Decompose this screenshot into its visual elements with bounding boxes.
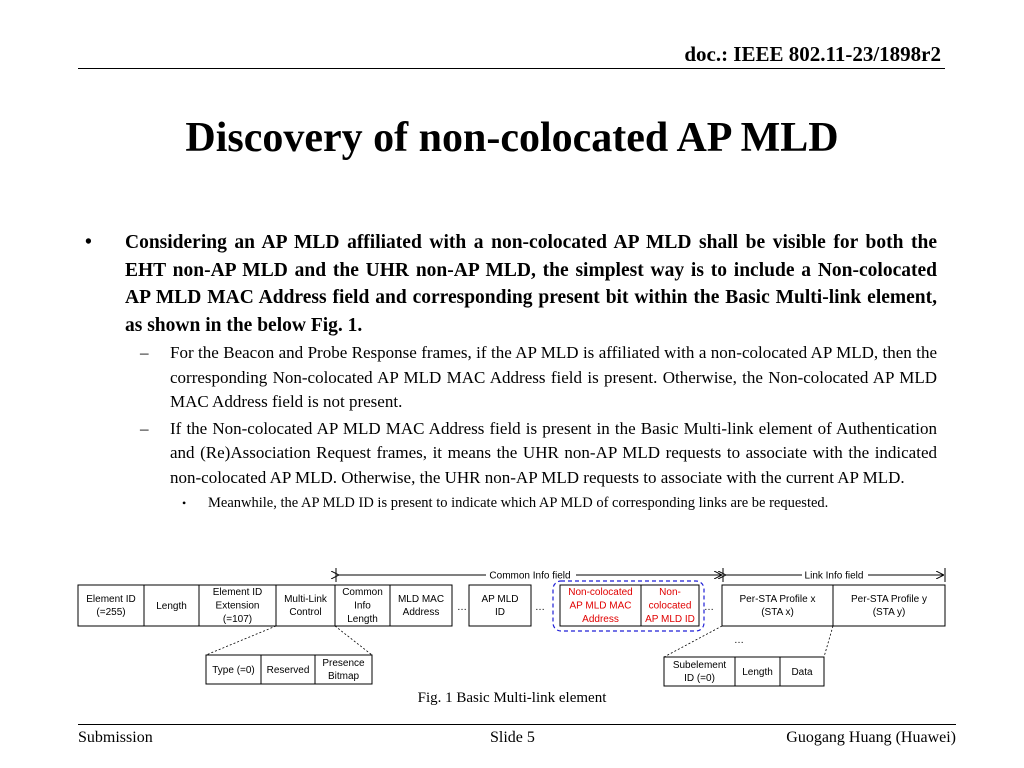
per-sta-x-text: Per-STA Profile x xyxy=(739,594,816,605)
sub-bullet-text: If the Non-colocated AP MLD MAC Address field is present in the Basic Multi-link element of Authentication and (Re)Association Request frames, it means the UHR non-AP MLD requests to associate with the indicated non-colocated AP MLD. Otherwise, the UHR non-AP MLD requests to associate with the current AP MLD. xyxy=(170,418,937,487)
sub-bullet-association xyxy=(85,417,937,491)
sub-sub-bullet-text: Meanwhile, the AP MLD ID is present to indicate which AP MLD of corresponding links are be requested. xyxy=(208,495,829,511)
noncolocated-mac-text: Non-colocated xyxy=(568,587,633,598)
main-bullet-text: Considering an AP MLD affiliated with a non-colocated AP MLD shall be visible for both the EHT non-AP MLD and the UHR non-AP MLD, the simplest way is to include a Non-colocated AP MLD MAC Address field and corresponding present bit within the Basic Multi-link element, as shown in the below Fig. 1. xyxy=(125,232,937,336)
multi-link-control-box xyxy=(276,585,335,626)
subelement-id-text: Subelement xyxy=(672,660,727,671)
ellipsis: … xyxy=(457,602,467,613)
mld-mac-address-box xyxy=(390,585,452,626)
presence-bitmap-text: Bitmap xyxy=(327,671,360,682)
per-sta-x-box xyxy=(722,585,833,626)
noncolocated-id-text: colocated xyxy=(648,600,692,612)
element-id-text: (=255) xyxy=(96,607,126,618)
slide-body xyxy=(85,229,937,514)
per-sta-y-box xyxy=(833,585,945,626)
noncolocated-id-text: Non- xyxy=(659,587,681,598)
ap-mld-id-text: AP MLD xyxy=(481,594,519,605)
element-id-ext-text: Extension xyxy=(215,600,260,612)
per-sta-x-text: (STA x) xyxy=(761,607,794,618)
ellipsis: … xyxy=(704,602,714,613)
mld-mac-address-text: MLD MAC xyxy=(397,594,445,605)
presence-bitmap-text: Presence xyxy=(322,658,365,669)
footer-submission: Submission xyxy=(78,729,153,746)
mld-mac-address-text: Address xyxy=(402,607,440,618)
sub-sub-bullet-apmld-id xyxy=(85,493,937,514)
dash-marker: – xyxy=(140,418,149,438)
subelement-data-text: Data xyxy=(791,667,813,678)
element-id-box xyxy=(78,585,144,626)
ellipsis: … xyxy=(535,602,545,613)
element-id-ext-text: Element ID xyxy=(212,587,263,598)
multi-link-element-diagram xyxy=(0,560,1024,695)
sub-bullet-text: For the Beacon and Probe Response frames, if the AP MLD is affiliated with a non-colocated AP MLD, then the corresponding Non-colocated AP MLD MAC Address field is present. Otherwise, the Non-colocated AP MLD MAC Address field is not present. xyxy=(170,343,937,411)
dash-marker: – xyxy=(140,343,149,362)
noncolocated-mac-text: AP MLD MAC xyxy=(569,600,632,612)
sub-bullet-beacon xyxy=(85,341,937,415)
common-info-length-text: Length xyxy=(347,614,378,625)
slide-title: Discovery of non-colocated AP MLD xyxy=(185,115,839,161)
link-info-field-label: Link Info field xyxy=(804,570,864,582)
per-sta-y-text: (STA y) xyxy=(872,607,906,618)
common-info-length-text: Common xyxy=(342,587,383,598)
bullet-marker: • xyxy=(85,232,92,253)
slide-header xyxy=(78,38,945,69)
main-bullet xyxy=(85,229,937,339)
bullet-marker: • xyxy=(182,496,187,510)
common-info-length-text: Info xyxy=(354,600,371,612)
ap-mld-id-text: ID xyxy=(495,607,505,618)
noncolocated-id-text: AP MLD ID xyxy=(645,614,695,625)
type-text: Type (=0) xyxy=(212,665,255,676)
length-text: Length xyxy=(156,601,187,612)
per-sta-y-text: Per-STA Profile y xyxy=(851,594,927,605)
subelement-id-text: ID (=0) xyxy=(684,673,715,684)
reserved-text: Reserved xyxy=(266,665,310,676)
slide-footer xyxy=(78,724,956,746)
field-boxes xyxy=(78,585,945,626)
element-id-ext-text: (=107) xyxy=(222,614,253,625)
footer-author: Guogang Huang (Huawei) xyxy=(786,729,956,746)
footer-slide-number: Slide 5 xyxy=(490,729,535,746)
multi-link-control-text: Control xyxy=(289,607,322,618)
figure-caption: Fig. 1 Basic Multi-link element xyxy=(417,690,607,706)
multi-link-control-text: Multi-Link xyxy=(284,594,327,605)
subelement-length-text: Length xyxy=(742,667,773,678)
document-id: doc.: IEEE 802.11-23/1898r2 xyxy=(684,42,941,66)
noncolocated-mac-text: Address xyxy=(582,614,619,625)
ellipsis: … xyxy=(734,635,744,646)
ap-mld-id-box xyxy=(469,585,531,626)
common-info-field-span xyxy=(336,568,723,582)
common-info-field-label: Common Info field xyxy=(489,570,571,582)
element-id-text: Element ID xyxy=(86,594,136,605)
link-info-field-span xyxy=(725,568,945,582)
